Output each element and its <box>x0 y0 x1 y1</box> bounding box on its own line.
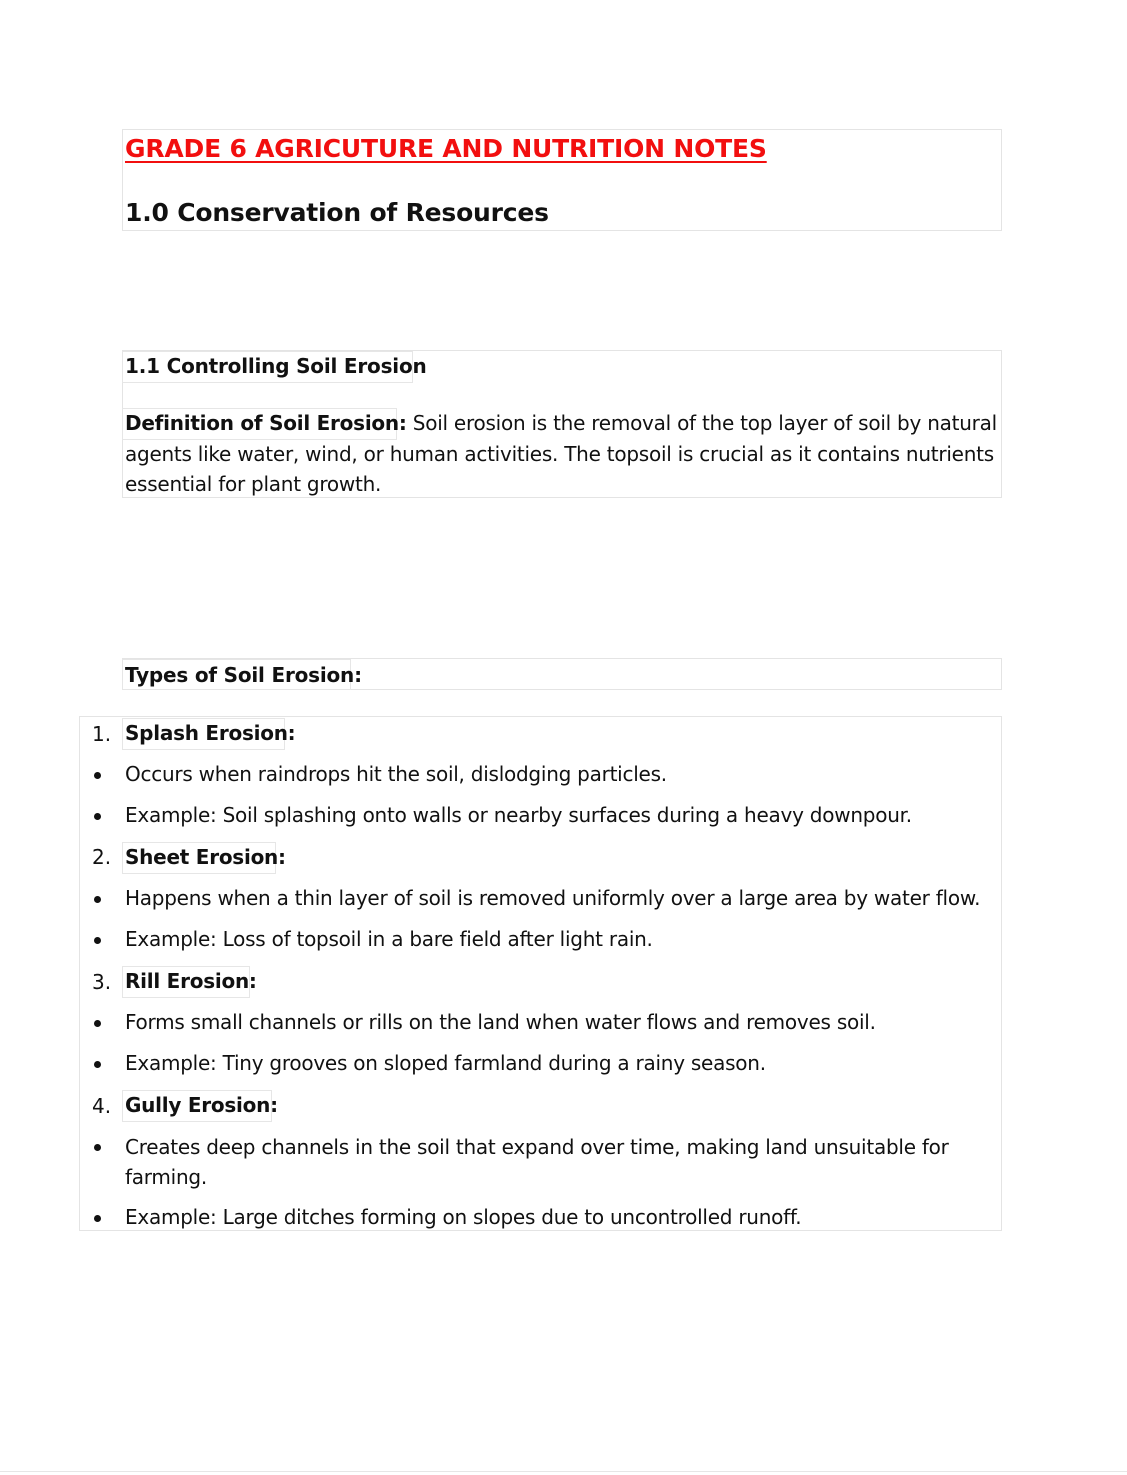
list-item: Creates deep channels in the soil that expand over time, making land unsuitable for farming. <box>125 1135 949 1189</box>
types-heading: Types of Soil Erosion: <box>125 663 362 687</box>
list-number: 2. <box>92 845 112 869</box>
section-heading: 1.0 Conservation of Resources <box>125 198 549 227</box>
definition-text: Soil erosion is the removal of the top layer of soil by natural agents like water, wind, or human activities. The topsoil is crucial as it contains nutrients essential for plant growth. <box>125 411 997 496</box>
list-number: 4. <box>92 1094 112 1118</box>
list-number: 1. <box>92 722 112 746</box>
bullet-icon <box>94 937 101 944</box>
definition-paragraph <box>125 408 1000 500</box>
bullet-icon <box>94 1144 101 1151</box>
list-item: Example: Large ditches forming on slopes due to uncontrolled runoff. <box>125 1205 802 1229</box>
bullet-icon <box>94 1061 101 1068</box>
page-bottom-divider <box>0 1471 1127 1472</box>
bullet-icon <box>94 1020 101 1027</box>
bullet-icon <box>94 1215 101 1222</box>
bullet-icon <box>94 813 101 820</box>
item-name: Rill Erosion: <box>125 969 257 993</box>
list-item: Example: Soil splashing onto walls or nearby surfaces during a heavy downpour. <box>125 803 912 827</box>
item-name: Gully Erosion: <box>125 1093 278 1117</box>
document-title: GRADE 6 AGRICUTURE AND NUTRITION NOTES <box>125 134 767 163</box>
list-item: Example: Loss of topsoil in a bare field after light rain. <box>125 927 653 951</box>
list-item: Happens when a thin layer of soil is removed uniformly over a large area by water flow. <box>125 886 981 910</box>
item-name: Splash Erosion: <box>125 721 296 745</box>
definition-label: Definition of Soil Erosion: <box>125 411 407 435</box>
subsection-heading: 1.1 Controlling Soil Erosion <box>125 354 427 378</box>
list-item: Forms small channels or rills on the land when water flows and removes soil. <box>125 1010 876 1034</box>
item-name: Sheet Erosion: <box>125 845 286 869</box>
list-item: Occurs when raindrops hit the soil, dislodging particles. <box>125 762 667 786</box>
list-number: 3. <box>92 970 112 994</box>
bullet-icon <box>94 896 101 903</box>
bullet-icon <box>94 772 101 779</box>
list-item: Example: Tiny grooves on sloped farmland during a rainy season. <box>125 1051 766 1075</box>
